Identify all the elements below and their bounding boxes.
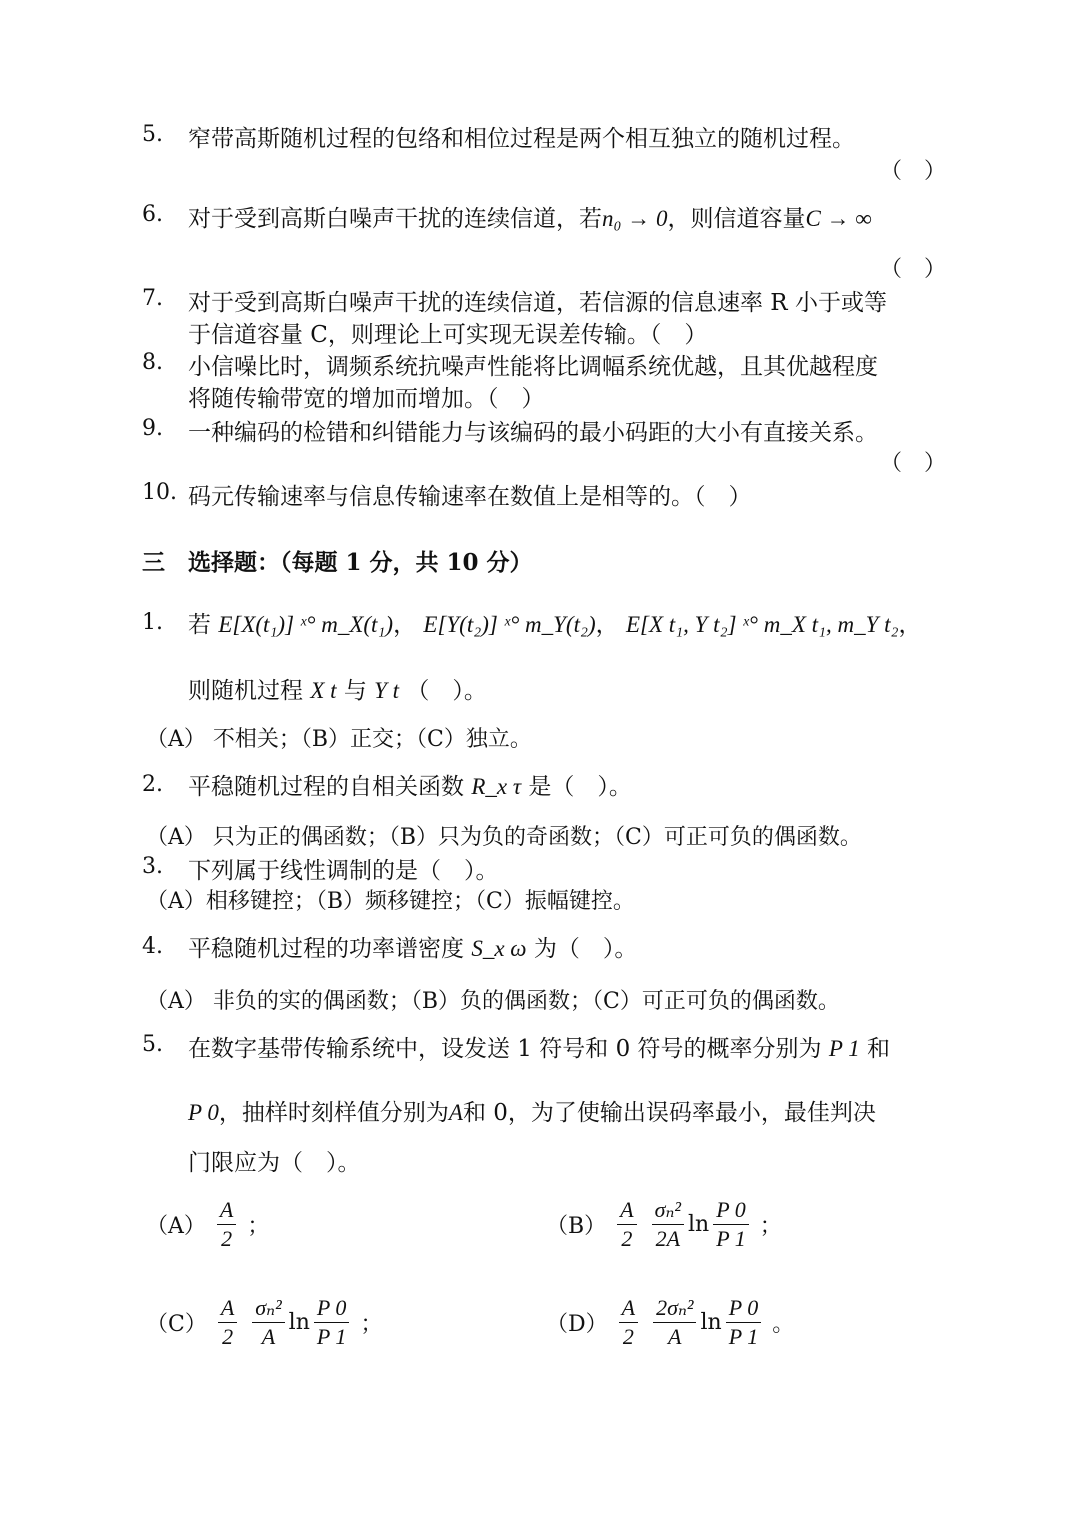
choice-label: （B） <box>546 1214 607 1239</box>
numerator: A <box>617 1196 636 1225</box>
numerator: σₙ² <box>652 1196 684 1225</box>
fraction <box>652 1196 684 1253</box>
item-number: 5. <box>142 122 163 147</box>
log-symbol: ln <box>288 1310 310 1335</box>
item-text-part: ，抽样时刻样值分别为 <box>218 1100 449 1126</box>
item-text: 下列属于线性调制的是（ ）。 <box>188 858 499 884</box>
denominator: P 1 <box>316 1324 347 1349</box>
answer-paren: （ ） <box>880 257 947 282</box>
numerator: P 0 <box>726 1294 762 1323</box>
item-number: 5. <box>142 1032 163 1057</box>
item-number: 8. <box>142 350 163 375</box>
choice-label: （C） <box>146 1312 207 1337</box>
denominator: P 1 <box>728 1324 759 1349</box>
numerator: A <box>619 1294 638 1323</box>
numerator: 2σₙ² <box>653 1294 696 1323</box>
choice-end: ； <box>759 1214 782 1239</box>
denominator: P 1 <box>716 1226 746 1251</box>
item-text: 小信噪比时，调频系统抗噪声性能将比调幅系统优越，且其优越程度 <box>188 354 878 380</box>
fraction <box>726 1294 762 1351</box>
denominator: 2 <box>221 1226 233 1251</box>
fraction <box>217 1196 236 1253</box>
item-number: 6. <box>142 202 163 227</box>
math-expression: Y t <box>374 678 400 703</box>
denominator: A <box>668 1324 682 1349</box>
item-text-part: 平稳随机过程的功率谱密度 <box>188 936 464 962</box>
choice-b <box>546 1196 782 1253</box>
choice-label: （D） <box>546 1312 608 1337</box>
item-text <box>188 1030 890 1063</box>
fraction <box>252 1294 284 1351</box>
denominator: A <box>261 1324 276 1349</box>
answer-options: （A）相移键控；（B）频移键控；（C）振幅键控。 <box>146 889 635 914</box>
math-expression: A <box>448 1100 463 1125</box>
math-expression: S_x ω <box>471 936 527 961</box>
choice-a <box>146 1196 269 1253</box>
choice-end: ； <box>360 1312 383 1337</box>
item-text-continued <box>188 1094 876 1127</box>
item-text-part: 和 <box>867 1036 891 1062</box>
answer-paren: （ ） <box>880 159 947 184</box>
item-text <box>188 606 922 639</box>
item-text-part: 与 <box>343 678 367 704</box>
math-expression: P 1 <box>828 1036 860 1061</box>
item-text-part: ， <box>393 612 417 638</box>
answer-paren: （ ） <box>880 451 947 476</box>
item-number: 7. <box>142 286 163 311</box>
item-text-continued: 于信道容量 C，则理论上可实现无误差传输。（ ） <box>188 322 708 348</box>
item-number: 10. <box>142 480 177 505</box>
item-text: 一种编码的检错和纠错能力与该编码的最小码距的大小有直接关系。 <box>188 420 878 446</box>
item-text <box>188 930 637 963</box>
item-text-part: 是（ ）。 <box>528 774 632 800</box>
answer-options: （A） 非负的实的偶函数；（B）负的偶函数；（C）可正可负的偶函数。 <box>146 989 840 1014</box>
item-text-part: 和 0，为了使输出误码率最小，最佳判决 <box>462 1100 876 1126</box>
item-text-continued <box>188 672 487 705</box>
fraction <box>713 1196 749 1253</box>
math-expression: E[X(t₁)] ˣ° m_X(t₁) <box>218 612 394 637</box>
fraction <box>619 1294 638 1351</box>
item-text-part: （ ）。 <box>406 678 487 704</box>
math-expression: E[X t₁, Y t₂] ˣ° m_X t₁, m_Y t₂ <box>625 612 899 637</box>
item-text-part: 对于受到高斯白噪声干扰的连续信道，若 <box>188 206 602 232</box>
item-text-continued: 将随传输带宽的增加而增加。（ ） <box>188 386 545 412</box>
choice-d <box>546 1294 794 1351</box>
item-text: 对于受到高斯白噪声干扰的连续信道，若信源的信息速率 R 小于或等 <box>188 290 887 316</box>
fraction <box>653 1294 696 1351</box>
answer-options: （A） 只为正的偶函数；（B）只为负的奇函数；（C）可正可负的偶函数。 <box>146 825 862 850</box>
math-expression: P 0 <box>188 1100 219 1125</box>
section-heading: 三 选择题：（每题 1 分，共 10 分） <box>142 549 533 576</box>
math-expression: n₀ → 0 <box>602 206 668 231</box>
numerator: P 0 <box>713 1196 749 1225</box>
numerator: P 0 <box>314 1294 350 1323</box>
numerator: A <box>217 1196 236 1225</box>
choice-end: 。 <box>772 1312 795 1337</box>
denominator: 2 <box>621 1226 633 1251</box>
choice-end: ； <box>247 1214 270 1239</box>
item-text-part: 为（ ）。 <box>533 936 638 962</box>
math-expression: E[Y(t₂)] ˣ° m_Y(t₂) <box>423 612 596 637</box>
fraction <box>218 1294 237 1351</box>
math-expression: R_x τ <box>471 774 522 799</box>
answer-options: （A） 不相关；（B）正交；（C）独立。 <box>146 727 532 752</box>
item-text-part: ， <box>898 612 922 638</box>
item-number: 1. <box>142 610 163 635</box>
item-text <box>188 200 872 233</box>
item-text: 窄带高斯随机过程的包络和相位过程是两个相互独立的随机过程。 <box>188 126 855 152</box>
denominator: 2A <box>655 1226 681 1251</box>
item-number: 3. <box>142 854 163 879</box>
log-symbol: ln <box>688 1212 710 1237</box>
numerator: A <box>218 1294 237 1323</box>
denominator: 2 <box>622 1324 634 1349</box>
log-symbol: ln <box>700 1310 722 1335</box>
denominator: 2 <box>222 1324 234 1349</box>
item-number: 9. <box>142 416 163 441</box>
item-number: 4. <box>142 934 163 959</box>
item-text-part: 平稳随机过程的自相关函数 <box>188 774 464 800</box>
item-text-part: ，则信道容量 <box>667 206 806 232</box>
item-text-part: 若 <box>188 612 211 638</box>
math-expression: X t <box>310 678 337 703</box>
item-number: 2. <box>142 772 163 797</box>
item-text-continued: 门限应为（ ）。 <box>188 1150 361 1176</box>
item-text-part: 在数字基带传输系统中，设发送 1 符号和 0 符号的概率分别为 <box>188 1036 822 1062</box>
fraction <box>617 1196 636 1253</box>
item-text: 码元传输速率与信息传输速率在数值上是相等的。（ ） <box>188 484 752 510</box>
item-text <box>188 768 632 801</box>
item-text-part: ， <box>595 612 619 638</box>
fraction <box>314 1294 350 1351</box>
math-expression: C → ∞ <box>805 206 872 231</box>
choice-label: （A） <box>146 1214 206 1239</box>
numerator: σₙ² <box>252 1294 284 1323</box>
choice-c <box>146 1294 382 1351</box>
item-text-part: 则随机过程 <box>188 678 303 704</box>
